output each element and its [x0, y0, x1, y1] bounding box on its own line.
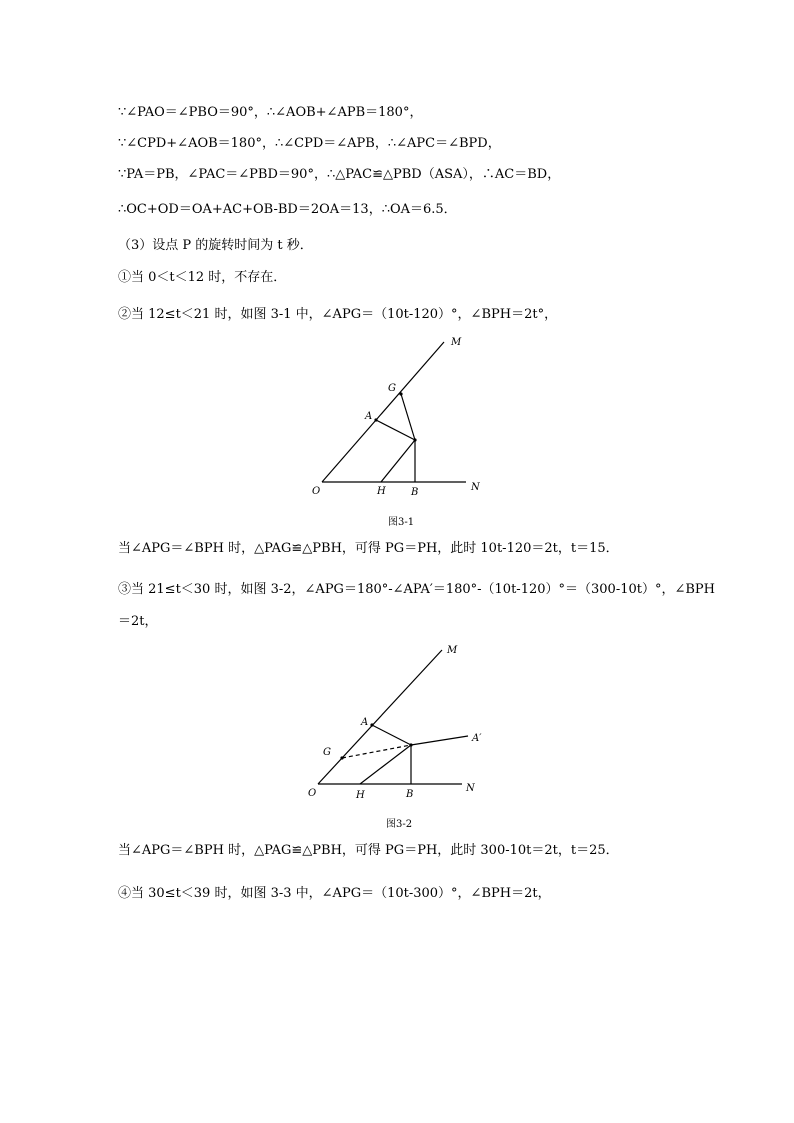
- label-B: B: [411, 487, 419, 498]
- point-G: [399, 392, 402, 395]
- proof-line-1: ∵∠PAO＝∠PBO＝90°，∴∠AOB+∠APB＝180°，: [118, 105, 423, 120]
- point-P: [413, 438, 416, 441]
- case-3: ③当 21≤t＜30 时，如图 3-2，∠APG＝180°-∠APA′＝180°-（10t-120）°＝（300-10t）°，∠BPH: [118, 582, 716, 597]
- figure-3-1-caption: 图3-1: [388, 517, 415, 528]
- label-H: H: [377, 486, 386, 497]
- label-B: B: [406, 789, 414, 800]
- point-A: [374, 418, 377, 421]
- point-P: [409, 743, 412, 746]
- segment-AP: [376, 420, 415, 440]
- label-G: G: [323, 747, 331, 758]
- label-A-prime: A′: [472, 733, 482, 744]
- label-G: G: [388, 383, 396, 394]
- proof-line-2: ∵∠CPD+∠AOB＝180°，∴∠CPD＝∠APB，∴∠APC＝∠BPD，: [118, 136, 501, 151]
- case-3-conclusion: 当∠APG＝∠BPH 时，△PAG≌△PBH，可得 PG＝PH，此时 300-10t＝2t，t＝25．: [118, 843, 619, 858]
- label-H: H: [356, 790, 365, 801]
- label-N: N: [471, 482, 480, 493]
- ray-OM: [318, 650, 442, 784]
- proof-line-4: ∴OC+OD＝OA+AC+OB-BD＝2OA＝13，∴OA＝6.5．: [118, 202, 457, 217]
- label-O: O: [308, 788, 317, 799]
- ray-OM: [322, 342, 444, 482]
- label-M: M: [451, 337, 462, 348]
- segment-GP-dashed: [342, 745, 411, 758]
- point-A: [370, 723, 373, 726]
- case-1: ①当 0＜t＜12 时，不存在．: [118, 270, 287, 285]
- segment-PH: [381, 440, 415, 482]
- case-2-conclusion: 当∠APG＝∠BPH 时，△PAG≌△PBH，可得 PG＝PH，此时 10t-120＝2t，t＝15．: [118, 541, 619, 556]
- part3-intro: （3）设点 P 的旋转时间为 t 秒．: [118, 238, 313, 253]
- case-4: ④当 30≤t＜39 时，如图 3-3 中，∠APG＝（10t-300）°，∠BPH＝2t，: [118, 886, 551, 901]
- segment-AP: [372, 725, 411, 745]
- point-G: [340, 756, 343, 759]
- segment-PH: [360, 745, 411, 784]
- case-3-cont: ＝2t，: [118, 614, 158, 629]
- proof-line-3: ∵PA＝PB，∠PAC＝∠PBD＝90°，∴△PAC≌△PBD（ASA），∴AC＝BD，: [118, 167, 561, 182]
- label-N: N: [466, 783, 475, 794]
- case-2: ②当 12≤t＜21 时，如图 3-1 中，∠APG＝（10t-120）°，∠BPH＝2t°，: [118, 307, 558, 322]
- label-A: A: [365, 411, 373, 422]
- segment-PAprime: [411, 736, 468, 745]
- label-O: O: [312, 486, 321, 497]
- label-A: A: [361, 717, 369, 728]
- label-M: M: [447, 645, 458, 656]
- segment-GP: [401, 394, 415, 440]
- figure-3-2-caption: 图3-2: [386, 819, 413, 830]
